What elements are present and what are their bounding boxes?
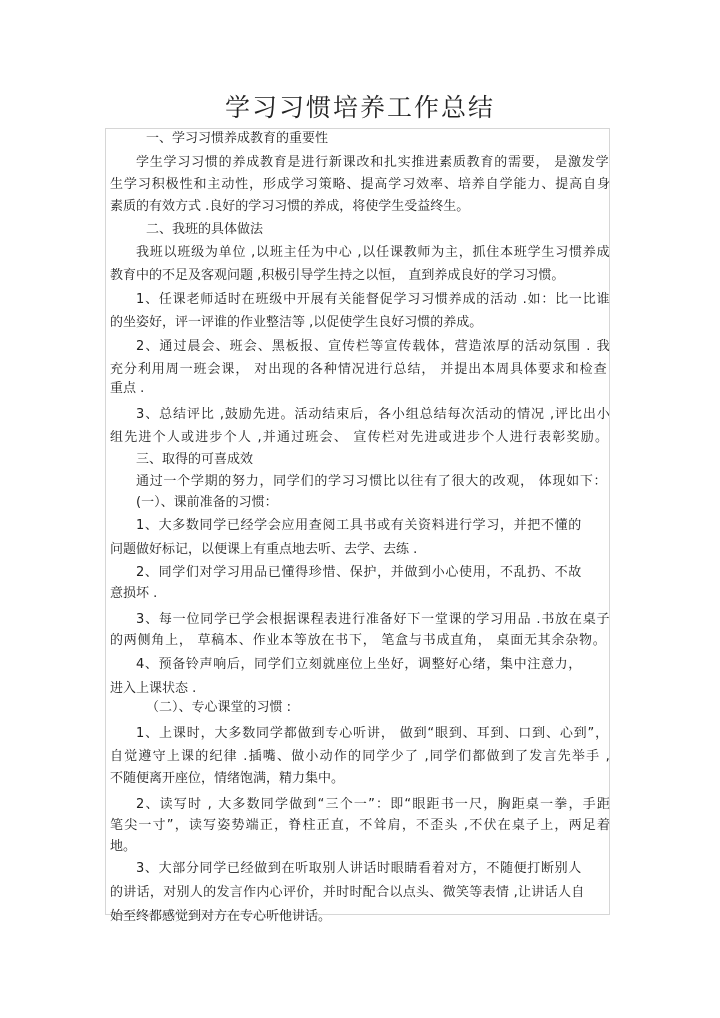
body-text-line: 学生学习习惯的养成教育是进行新课改和扎实推进素质教育的需要， 是激发学 [136,155,610,170]
body-text-line: 3、总结评比 ,鼓励先进。活动结束后，各小组总结每次活动的情况 ,评比出小 [136,407,611,422]
body-text-line: 二、我班的具体做法 [146,222,264,237]
body-text-line: 三、取得的可喜成效 [136,452,254,467]
body-text-line: 自觉遵守上课的纪律 .插嘴、做小动作的同学少了 ,同学们都做到了发言先举手 , [110,749,612,764]
body-text-line: 不随便离开座位，情绪饱满，精力集中。 [110,771,345,786]
body-text-line: 4、预备铃声响后，同学们立刻就座位上坐好，调整好心绪，集中注意力， [136,657,582,672]
body-text-line: 一、学习习惯养成教育的重要性 [146,131,329,146]
body-text-line: 充分利用周一班会课， 对出现的各种情况进行总结， 并提出本周具体要求和检查 [110,362,608,377]
body-text-line: (一）、课前准备的习惯： [136,495,278,510]
body-text-line: 进入上课状态 . [110,681,197,696]
body-text-line: 的讲话，对别人的发言作内心评价，并时时配合以点头、微笑等表情 ,让讲话人自 [110,885,585,900]
body-text-line: 我班以班级为单位 ,以班主任为中心 ,以任课教师为主，抓住本班学生习惯养成 [136,245,611,260]
body-text-line: 通过一个学期的努力，同学们的学习习惯比以往有了很大的改观， 体现如下： [136,474,608,489]
body-text-line: （二）、专心课堂的习惯 : [146,700,292,715]
body-text-line: 生学习积极性和主动性，形成学习策略、提高学习效率、培养自学能力、提高自身 [110,177,611,192]
body-text-line: 2、读写时 , 大多数同学做到“三个一”：即“眼距书一尺，胸距桌一拳，手距 [136,797,612,812]
body-text-line: 重点 . [110,381,145,396]
body-text-line: 问题做好标记，以便课上有重点地去听、去学、去练 . [110,542,418,557]
body-text-line: 地。 [110,839,137,854]
body-text-line: 的两侧角上， 草稿本、作业本等放在书下， 笔盒与书成直角， 桌面无其余杂物。 [110,633,607,648]
body-text-line: 1、上课时，大多数同学都做到专心听讲， 做到“眼到、耳到、口到、心到”， [136,726,610,741]
page-title: 学习习惯培养工作总结 [224,93,495,122]
body-text-line: 3、大部分同学已经做到在听取别人讲话时眼睛看着对方，不随便打断别人 [136,861,582,876]
body-text-line: 教育中的不足及客观问题 ,积极引导学生持之以恒， 直到养成良好的学习习惯。 [110,268,565,283]
body-text-line: 2、通过晨会、班会、黑板报、宣传栏等宣传载体，营造浓厚的活动氛围 . 我 [136,339,611,354]
body-text-line: 意损坏 . [110,586,158,601]
body-text-line: 的坐姿好，评一评谁的作业整洁等 ,以促使学生良好习惯的养成。 [110,315,483,330]
body-text-line: 笔尖一寸”，读写姿势端正，脊柱正直，不耸肩，不歪头 ,不伏在桌子上，两足着 [110,818,612,833]
body-text-line: 1、大多数同学已经学会应用查阅工具书或有关资料进行学习，并把不懂的 [136,518,582,533]
body-text-line: 1、任课老师适时在班级中开展有关能督促学习习惯养成的活动 .如：比一比谁 [136,292,611,307]
body-text-line: 素质的有效方式 .良好的学习习惯的养成，将使学生受益终生。 [110,199,470,214]
body-text-line: 组先进个人或进步个人 ,并通过班会、 宣传栏对先进或进步个人进行表彰奖励。 [110,430,610,445]
body-text-line: 2、同学们对学习用品已懂得珍惜、保护，并做到小心使用，不乱扔、不故 [136,565,582,580]
body-text-line: 3、每一位同学已学会根据课程表进行准备好下一堂课的学习用品 .书放在桌子 [136,612,611,627]
body-text-line: 始至终都感觉到对方在专心听他讲话。 [110,909,332,924]
